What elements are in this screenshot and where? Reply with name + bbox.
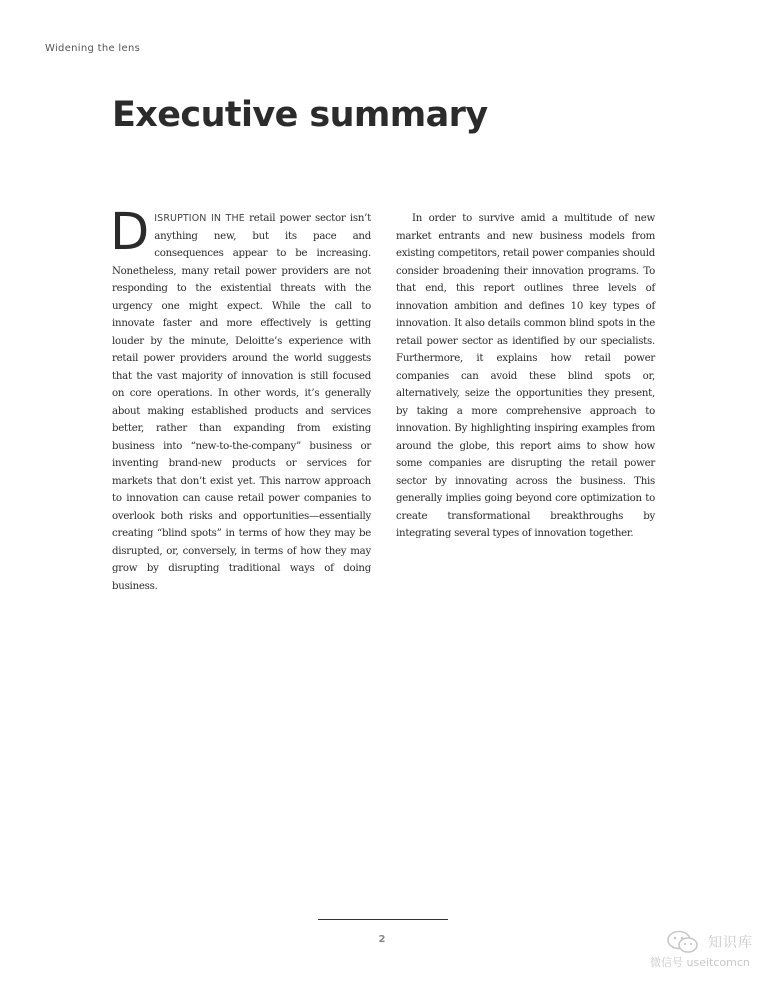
watermark-name: 知识库 [708, 935, 753, 951]
wechat-icon [666, 930, 700, 954]
left-column-text: retail power sector isn’t anything new, but its pace and consequences appear to be increasing. Nonetheless, many retail power providers are not responding to the existential threats with the urgency one might expect. While the call to innovate faster and more effectively is getting louder by the minute, Deloitte’s experience with retail power providers around the world suggests that the vast majority of innovation is still focused on core operations. In other words, it’s generally about making established products and services better, rather than expanding from existing business into “new-to-the-company” business or inventing brand-new products or services for markets that don’t exist yet. This narrow approach to innovation can cause retail power companies to overlook both risks and opportunities—essentially creating “blind spots” in terms of how they may be disrupted, or, conversely, in terms of how they may grow by disrupting traditional ways of doing business. [112, 213, 371, 592]
drop-cap: D [110, 203, 150, 262]
page-title: Executive summary [112, 95, 488, 135]
right-column-text: In order to survive amid a multitude of new market entrants and new business models from existing competitors, retail power companies should consider broadening their innovation programs. To that end, this report outlines three levels of innovation ambition and defines 10 key types of innovation. It also details common blind spots in the retail power sector as identified by our specialists. Furthermore, it explains how retail power companies can avoid these blind spots or, alternatively, seize the opportunities they present, by taking a more comprehensive approach to innovation. By highlighting inspiring examples from around the globe, this report aims to show how some companies are disrupting the retail power sector by innovating across the business. This generally implies going beyond core optimization to create transformational breakthroughs by integrating several types of innovation together. [396, 213, 655, 539]
lead-in-text: ISRUPTION IN THE [154, 213, 245, 224]
left-column [110, 203, 371, 595]
page-number: 2 [378, 934, 386, 945]
intro-paragraph [110, 203, 371, 595]
right-column [396, 210, 655, 543]
running-head: Widening the lens [45, 43, 141, 54]
watermark-account: 微信号 useitcomcn [650, 956, 750, 969]
footer-rule [318, 919, 448, 920]
watermark [648, 930, 758, 974]
